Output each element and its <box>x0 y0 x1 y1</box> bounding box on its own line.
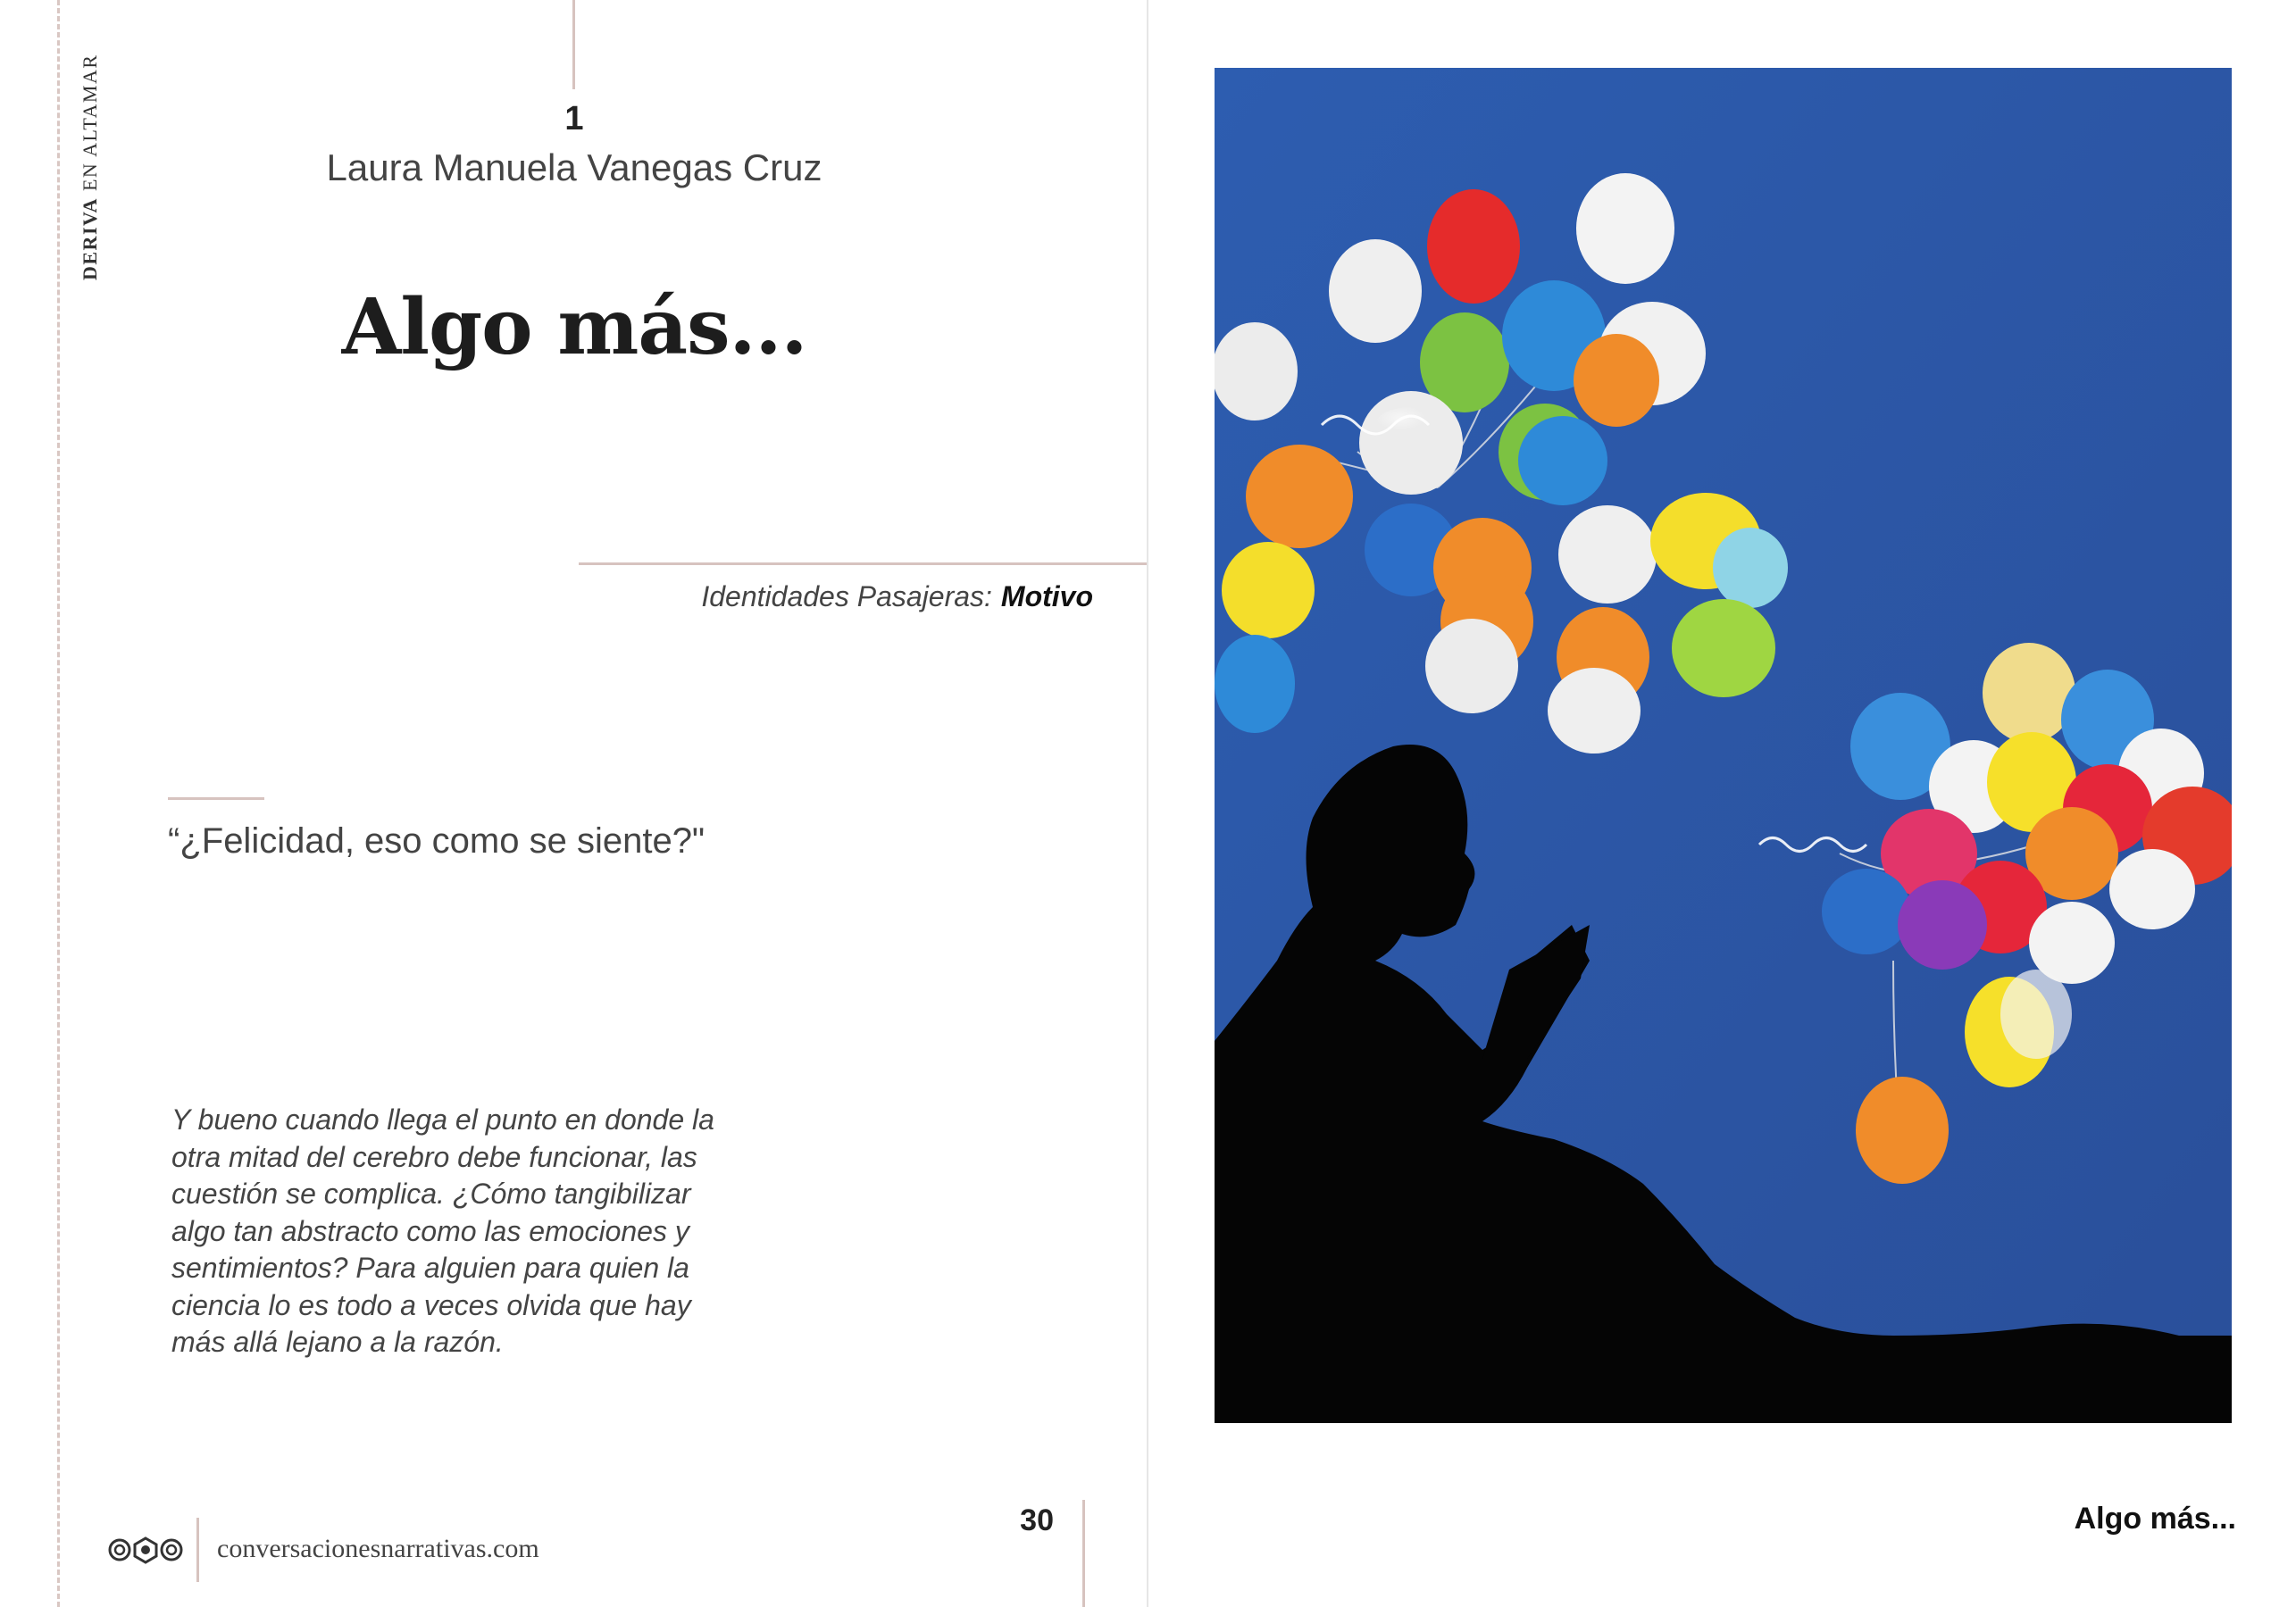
footer-website-link[interactable]: conversacionesnarrativas.com <box>217 1534 539 1563</box>
three-circles-logo-icon <box>107 1534 184 1566</box>
left-page <box>0 0 1147 1607</box>
section-series: Identidades Pasajeras: <box>701 580 992 612</box>
page-number: 30 <box>1020 1503 1054 1537</box>
dashed-margin-line <box>57 0 60 1607</box>
section-divider <box>579 562 1147 565</box>
top-divider <box>572 0 575 89</box>
footer-divider <box>196 1518 199 1582</box>
chapter-number: 1 <box>564 100 584 137</box>
author-name: Laura Manuela Vanegas Cruz <box>326 146 822 188</box>
body-paragraph: Y bueno cuando llega el punto en donde la otra mitad del cerebro debe funcionar, las cuestión se complica. ¿Cómo tangibilizar algo tan abstracto como las emociones y sentimientos? Para alguien para quien la ciencia lo es todo a veces olvida que hay más allá lejano a la razón. <box>171 1103 714 1358</box>
quote-divider <box>168 797 264 800</box>
running-title: Algo más... <box>2074 1502 2236 1536</box>
section-label <box>536 580 1093 613</box>
section-name: Motivo <box>1000 580 1093 612</box>
boy-reading-with-balloons-photo <box>1215 68 2232 1423</box>
pull-quote: “¿Felicidad, eso como se siente?" <box>168 821 705 861</box>
page-number-divider <box>1082 1500 1085 1607</box>
article-title: Algo más... <box>341 282 807 372</box>
magazine-side-title: DERIVA EN ALTAMAR <box>79 54 101 280</box>
